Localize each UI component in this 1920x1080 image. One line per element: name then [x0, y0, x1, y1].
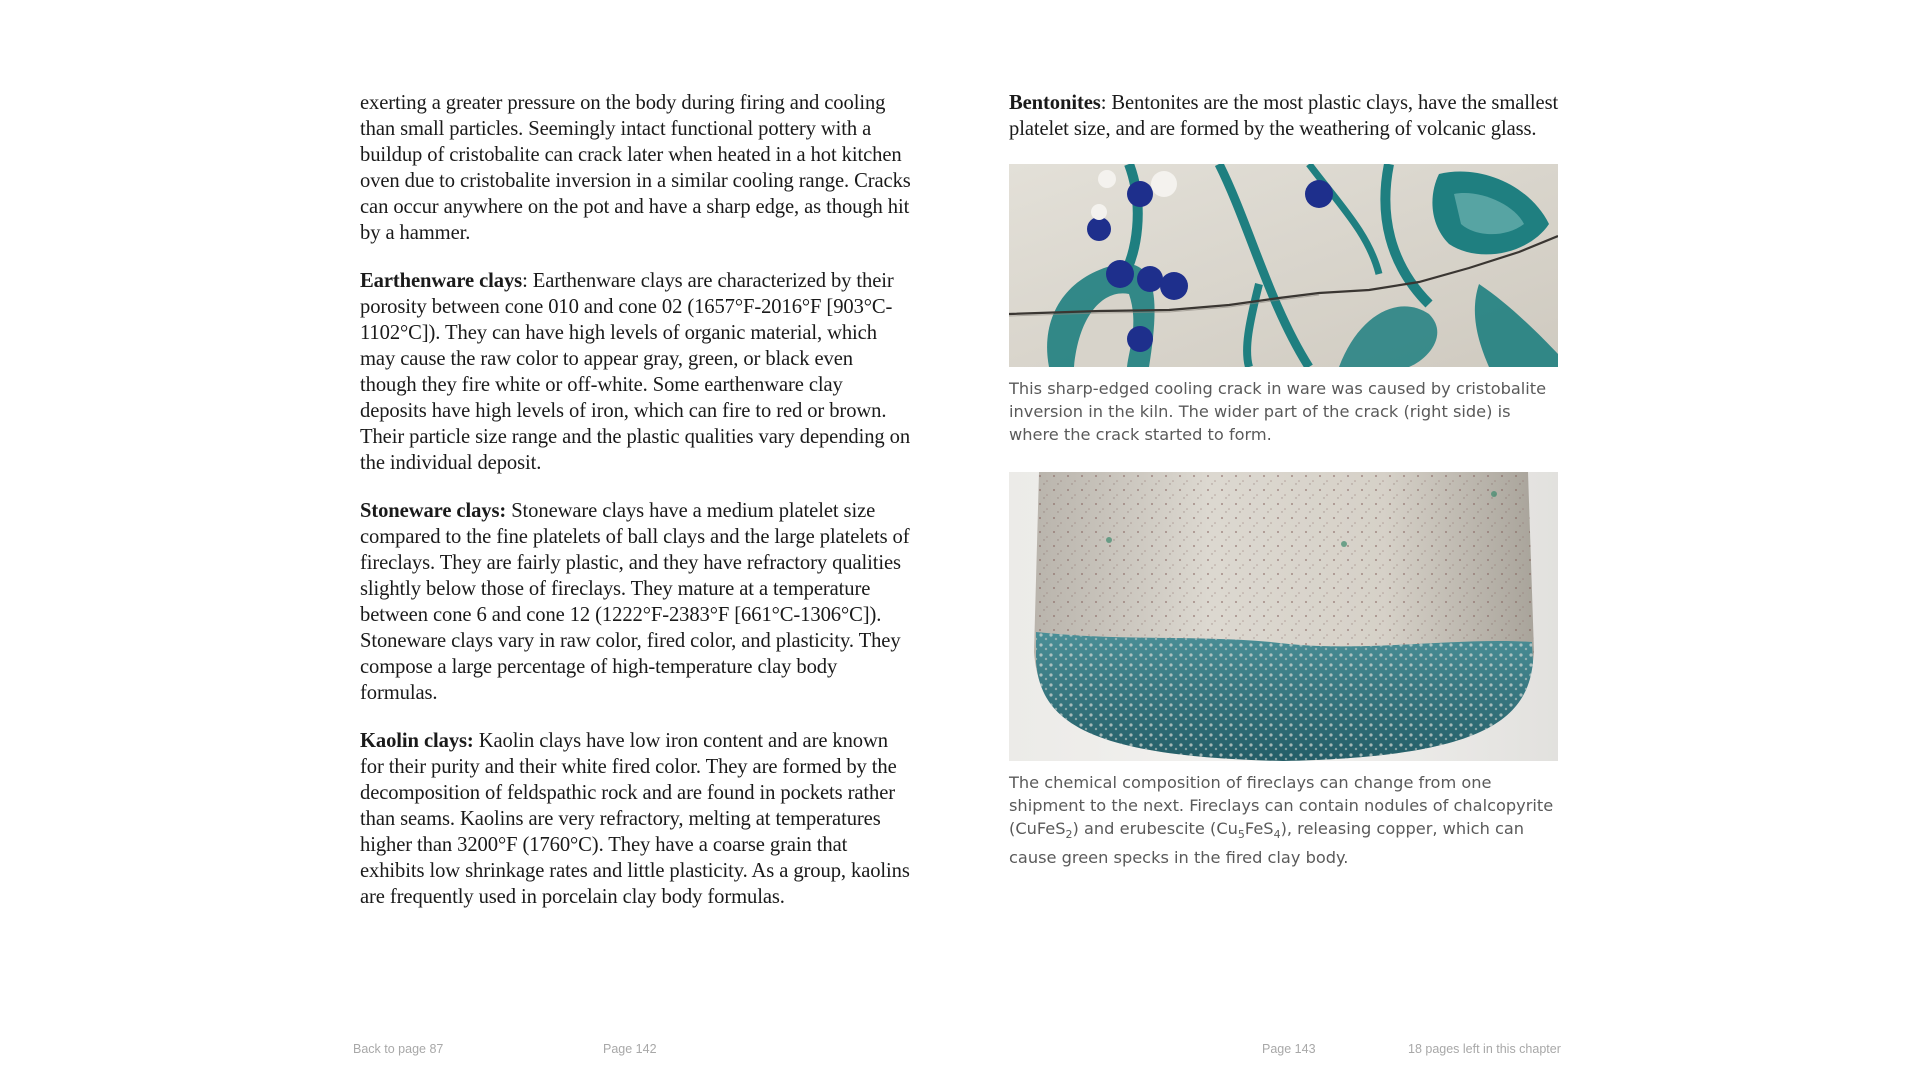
caption-text: FeS: [1244, 819, 1274, 838]
paragraph-text: Kaolin clays have low iron content and are known for their purity and their white fired color. They are formed by the decomposition of feldspathic rock and are found in pockets rather than seams. Kaolins are very refractory, melting at temperatures higher than 3200°F (1760°C). They have a coarse grain that exhibits low shrinkage rates and little plasticity. As a group, kaolins are frequently used in porcelain clay body formulas.: [360, 730, 910, 908]
term-bentonites: Bentonites: [1009, 92, 1101, 114]
paragraph-text: Stoneware clays have a medium platelet size compared to the fine platelets of ball clays and the large platelets of fireclays. They are fairly plastic, and they have refractory qualities slightly below those of fireclays. They mature at a temperature between cone 6 and cone 12 (1222°F-2383°F [661°C-1306°C]). Stoneware clays vary in raw color, fired color, and plasticity. They compose a large percentage of high-temperature clay body formulas.: [360, 500, 910, 704]
paragraph-text: exerting a greater pressure on the body during firing and cooling than small particles. Seemingly intact functional pottery with a buildup of cristobalite can crack later when heated in a hot kitchen oven due to cristobalite inversion in a similar cooling range. Cracks can occur anywhere on the pot and have a sharp edge, as though hit by a hammer.: [360, 92, 911, 244]
cooling-crack-photo: [1009, 164, 1558, 367]
term-kaolin-clays: Kaolin clays:: [360, 730, 474, 752]
caption-text: ) and erubescite (Cu: [1072, 819, 1238, 838]
right-page: [1009, 90, 1561, 869]
paragraph-kaolin-clays: [360, 728, 912, 910]
subscript: 2: [1065, 828, 1073, 842]
pages-left-in-chapter: 18 pages left in this chapter: [1408, 1042, 1561, 1056]
back-to-page-link[interactable]: Back to page 87: [353, 1042, 444, 1056]
term-earthenware-clays: Earthenware clays: [360, 270, 523, 292]
subscript: 5: [1237, 828, 1245, 842]
caption-text: ), releasing copper, which can cause green specks in the fired clay body.: [1009, 819, 1525, 868]
caption-text: The chemical composition of fireclays can change from one shipment to the next. Fireclays can contain nodules of chalcopyrite (CuFeS: [1009, 773, 1554, 838]
paragraph-earthenware-clays: [360, 268, 912, 476]
subscript: 4: [1273, 828, 1281, 842]
term-stoneware-clays: Stoneware clays:: [360, 500, 507, 522]
figure-caption-fireclay: [1009, 771, 1561, 869]
figure-caption-cooling-crack: This sharp-edged cooling crack in ware was caused by cristobalite inversion in the kiln. The wider part of the crack (right side) is where the crack started to form.: [1009, 379, 1547, 444]
right-page-number: Page 143: [1262, 1042, 1316, 1056]
paragraph-text: : Earthenware clays are characterized by their porosity between cone 010 and cone 02 (1657°F-2016°F [903°C-1102°C]). They can have high levels of organic material, which may cause the raw color to appear gray, green, or black even though they fire white or off-white. Some earthenware clay deposits have high levels of iron, which can fire to red or brown. Their particle size range and the plastic qualities vary depending on the individual deposit.: [360, 270, 911, 474]
paragraph-text: : Bentonites are the most plastic clays, have the smallest platelet size, and are formed by the weathering of volcanic glass.: [1009, 92, 1559, 140]
left-page: [360, 90, 912, 932]
fireclay-pot-photo: [1009, 472, 1558, 761]
paragraph-cristobalite-continued: [360, 90, 912, 246]
left-page-number: Page 142: [603, 1042, 657, 1056]
paragraph-stoneware-clays: [360, 498, 912, 706]
paragraph-bentonites: [1009, 90, 1561, 142]
